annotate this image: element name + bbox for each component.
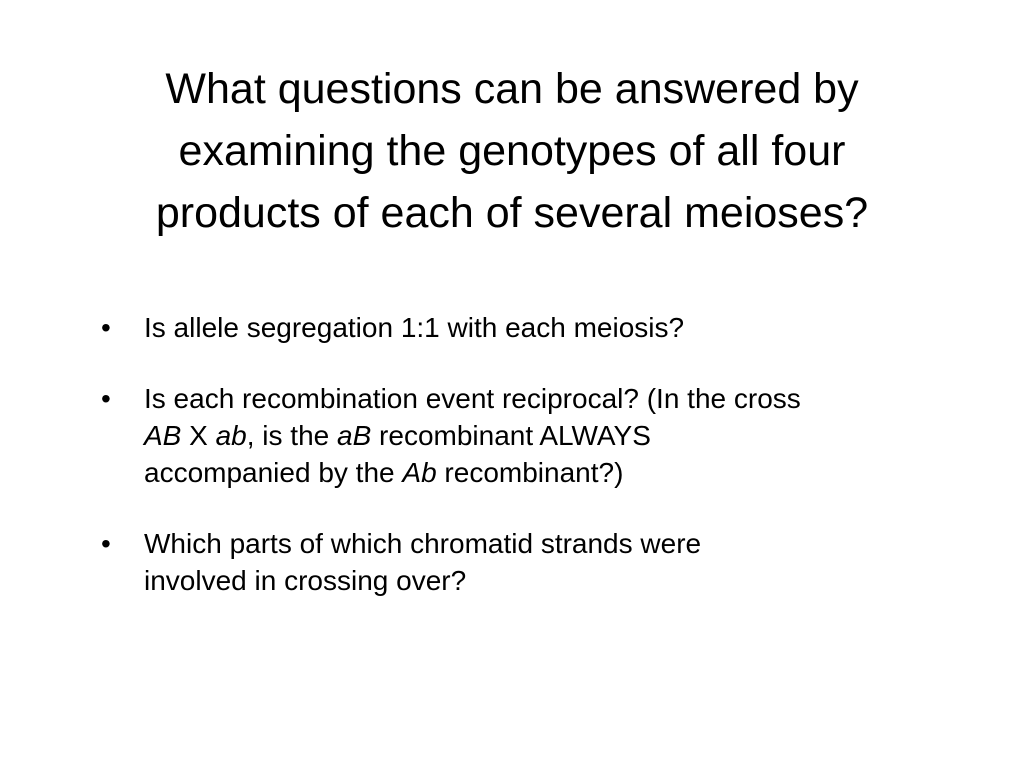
genotype-aB: aB <box>337 420 372 451</box>
bullet-text-line <box>144 380 976 417</box>
bullet-item-allele-segregation <box>96 309 976 346</box>
slide-title-line: What questions can be answered by <box>165 65 859 113</box>
bullet-text: recombinant?) <box>436 457 624 488</box>
bullet-text: accompanied by the <box>144 457 403 488</box>
bullet-text: involved in crossing over? <box>144 565 467 596</box>
slide-title-line: products of each of several meioses? <box>155 189 869 237</box>
bullet-marker: • <box>101 528 111 559</box>
bullet-marker: • <box>101 312 111 343</box>
bullet-text: recombinant ALWAYS <box>371 420 651 451</box>
genotype-ab-uppercase: AB <box>144 420 182 451</box>
slide-title <box>40 58 984 244</box>
bullet-marker: • <box>101 383 111 414</box>
cross-symbol-text: X <box>181 420 216 451</box>
bullet-text: Is allele segregation 1:1 with each meiosis? <box>144 312 685 343</box>
bullet-text-line <box>144 562 976 599</box>
genotype-ab-lowercase: ab <box>215 420 247 451</box>
bullet-text-line <box>144 454 976 491</box>
bullet-list <box>96 309 976 633</box>
bullet-text: Which parts of which chromatid strands were <box>144 528 702 559</box>
bullet-text-line <box>144 309 976 346</box>
genotype-Ab: Ab <box>402 457 437 488</box>
bullet-text: , is the <box>246 420 338 451</box>
bullet-item-reciprocal-recombination <box>96 380 976 491</box>
bullet-text-line <box>144 417 976 454</box>
bullet-text-line <box>144 525 976 562</box>
bullet-item-crossing-over <box>96 525 976 599</box>
slide-title-line: examining the genotypes of all four <box>178 127 846 175</box>
bullet-text: Is each recombination event reciprocal? (In the cross <box>144 383 801 414</box>
